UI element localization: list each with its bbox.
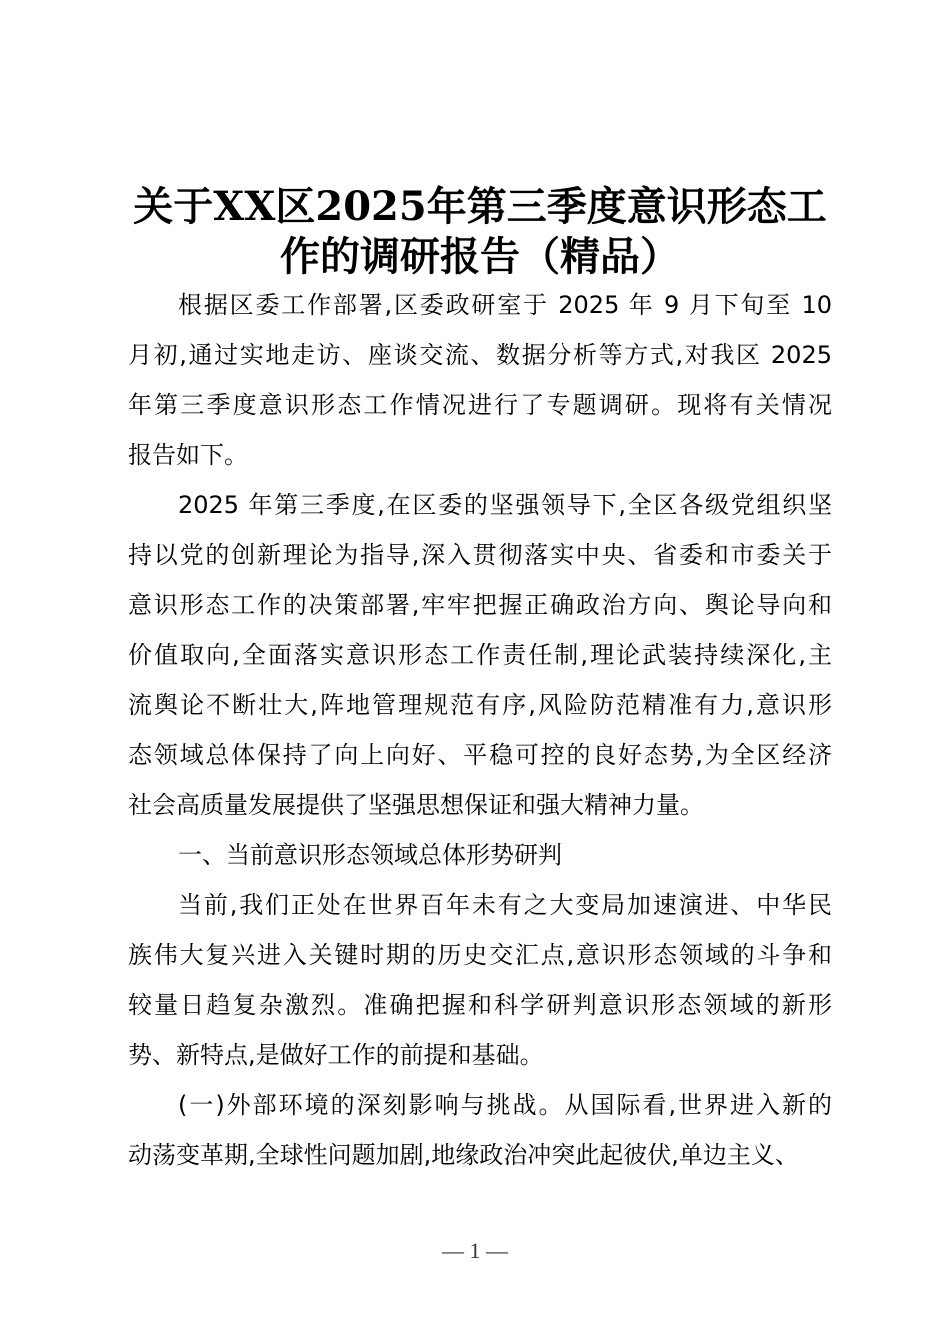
text-line: 一、当前意识形态领域总体形势研判: [178, 841, 562, 869]
text-line: 月初,通过实地走访、座谈交流、数据分析等方式,对我区 2025: [128, 341, 832, 369]
text-line: 2025 年第三季度,在区委的坚强领导下,全区各级党组织坚: [178, 491, 832, 519]
text-line: 根据区委工作部署,区委政研室于 2025 年 9 月下旬至 10: [178, 291, 832, 319]
text-line: 族伟大复兴进入关键时期的历史交汇点,意识形态领域的斗争和: [128, 941, 832, 969]
paragraph: [128, 880, 832, 1080]
text-line: 社会高质量发展提供了坚强思想保证和强大精神力量。: [128, 791, 704, 819]
paragraph: [128, 480, 832, 830]
title-line: 关于XX区2025年第三季度意识形态工: [133, 183, 827, 230]
text-line: 意识形态工作的决策部署,牢牢把握正确政治方向、舆论导向和: [128, 591, 832, 619]
text-line: 态领域总体保持了向上向好、平稳可控的良好态势,为全区经济: [128, 741, 832, 769]
document-title: [120, 182, 840, 282]
paragraph: [128, 280, 832, 480]
paragraph: [128, 1080, 832, 1180]
title-line: 作的调研报告（精品）: [280, 233, 680, 280]
text-line: 报告如下。: [128, 441, 248, 469]
page-number: — 1 —: [442, 1238, 508, 1263]
section-heading: [128, 830, 832, 880]
text-line: 动荡变革期,全球性问题加剧,地缘政治冲突此起彼伏,单边主义、: [128, 1141, 799, 1169]
text-line: 流舆论不断壮大,阵地管理规范有序,风险防范精准有力,意识形: [128, 691, 832, 719]
text-line: (一)外部环境的深刻影响与挑战。从国际看,世界进入新的: [178, 1091, 832, 1119]
text-line: 较量日趋复杂激烈。准确把握和科学研判意识形态领域的新形: [128, 991, 832, 1019]
text-line: 势、新特点,是做好工作的前提和基础。: [128, 1041, 544, 1069]
text-line: 持以党的创新理论为指导,深入贯彻落实中央、省委和市委关于: [128, 541, 832, 569]
text-line: 年第三季度意识形态工作情况进行了专题调研。现将有关情况: [128, 391, 832, 419]
document-body: [128, 280, 832, 1180]
text-line: 价值取向,全面落实意识形态工作责任制,理论武装持续深化,主: [128, 641, 832, 669]
text-line: 当前,我们正处在世界百年未有之大变局加速演进、中华民: [178, 891, 832, 919]
